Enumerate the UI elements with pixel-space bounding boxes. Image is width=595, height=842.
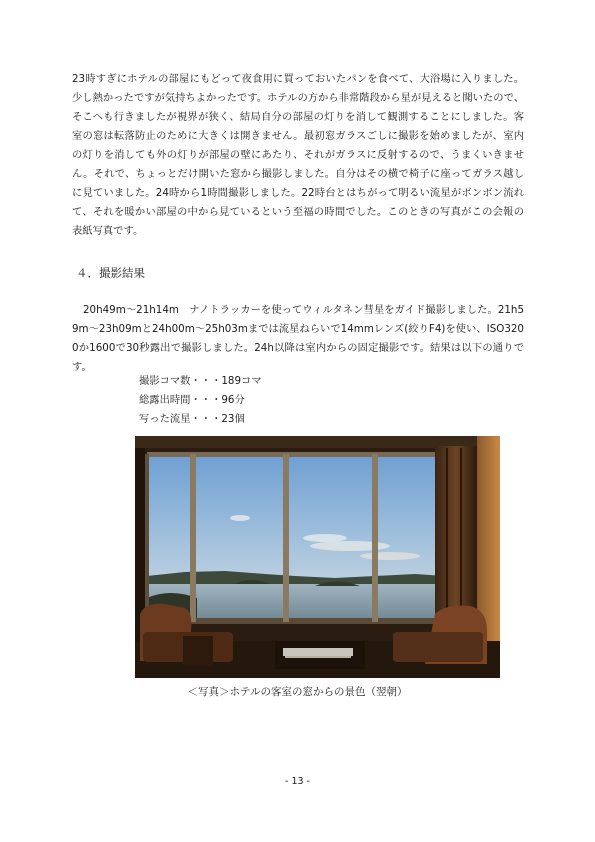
paragraph-observation: 23時すぎにホテルの部屋にもどって夜食用に買っておいたパンを食べて、大浴場に入りました。少し熱かったですが気持ちよかったです。ホテルの方から非常階段から星が見えると聞いたので、そこへも行きましたが視界が狭く、結局自分の部屋の灯りを消して観測することにしました。客室の窓は転落防止のために大きくは開きません。最初窓ガラスごしに撮影を始めましたが、室内の灯りを消しても外の灯りが部屋の壁にあたり、それがガラスに反射するので、うまくいきません。それで、ちょっとだけ開いた窓から撮影しました。自分はその横で椅子に座ってガラス越しに見ていました。24時から1時間撮影しました。22時台とはちがって明るい流星がボンボン流れて、それを暖かい部屋の中から見ているという至福の時間でした。このときの写真がこの会報の表紙写真です。: [72, 73, 524, 237]
results-list: [139, 372, 262, 429]
result-meteor-count: 写った流星・・・23個: [139, 413, 245, 425]
result-frame-count: 撮影コマ数・・・189コマ: [139, 375, 262, 387]
hotel-window-photo: [135, 436, 500, 678]
photo-caption: ＜写真＞ホテルの客室の窓からの景色（翌朝）: [187, 686, 408, 698]
section-heading: ４．撮影結果: [76, 266, 145, 280]
page-number: - 13 -: [285, 776, 310, 787]
result-total-exposure: 総露出時間・・・96分: [139, 394, 245, 406]
paragraph-results-intro: [72, 301, 524, 377]
paragraph-results-text: 20h49m～21h14m ナノトラッカーを使ってウィルタネン彗星をガイド撮影しました。21h59m～23h09mと24h00m～25h03mまでは流星ねらいで14mmレンズ(絞りF4)を使い、ISO3200か1600で30秒露出で撮影しました。24h以降は室内からの固定撮影です。結果は以下の通りです。: [72, 304, 524, 373]
